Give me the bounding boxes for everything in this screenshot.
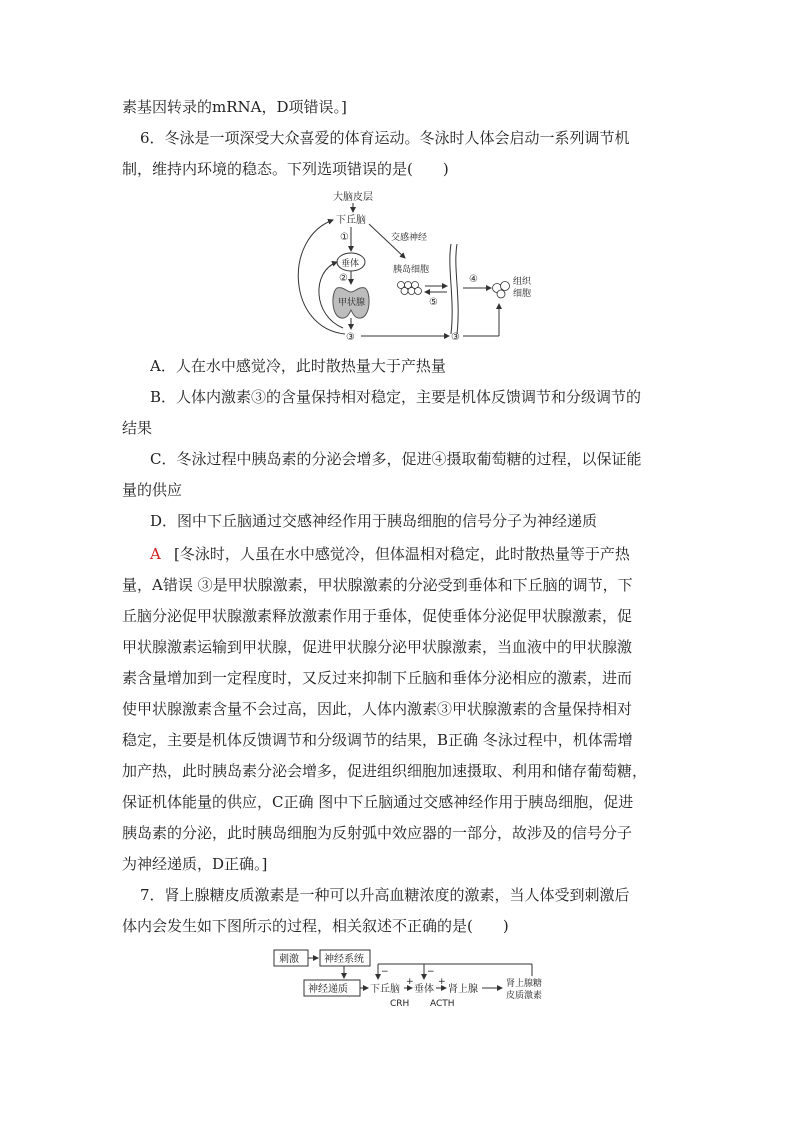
transmitter-label: 神经递质: [308, 984, 348, 995]
q7-hypothalamus-label: 下丘脑: [370, 984, 400, 995]
q7-adrenal-label: 肾上腺: [448, 984, 478, 995]
q6-option-d: D．图中下丘脑通过交感神经作用于胰岛细胞的信号分子为神经递质: [150, 512, 598, 530]
stimulus-label: 刺激: [279, 954, 299, 965]
q6-option-c-line1: C．冬泳过程中胰岛素的分泌会增多，促进④摄取葡萄糖的过程，以保证能: [150, 450, 642, 468]
stimulate-plus-1: +: [406, 977, 414, 987]
crh-label: CRH: [390, 999, 410, 1008]
feedback-minus-2: −: [427, 967, 435, 977]
tissue-label-line1: 组织: [513, 277, 532, 287]
q6-explanation-line1: [冬泳时，人虽在水中感觉冷，但体温相对稳定，此时散热量等于产热: [174, 545, 630, 563]
q6-answer: A: [150, 545, 161, 563]
marker-3b: ③: [451, 332, 460, 343]
pituitary-label: 垂体: [341, 259, 360, 269]
hormone-label-line2: 皮质激素: [506, 991, 543, 1001]
q7-pituitary-label: 垂体: [414, 984, 434, 995]
sympathetic-label: 交感神经: [391, 233, 428, 243]
q7-stem-line1: 7．肾上腺糖皮质激素是一种可以升高血糖浓度的激素，当人体受到刺激后: [140, 886, 630, 904]
q6-option-c-line2: 量的供应: [122, 481, 183, 499]
q6-diagram: [285, 188, 545, 348]
acth-label: ACTH: [430, 999, 455, 1008]
hormone-label-line1: 肾上腺糖: [506, 979, 543, 989]
islet-cells-icon: [398, 282, 422, 295]
stimulate-plus-2: +: [438, 977, 446, 987]
q6-explanation-line10: 胰岛素的分泌，此时胰岛细胞为反射弧中效应器的一部分，故涉及的信号分子: [122, 824, 633, 842]
q6-explanation-line4: 甲状腺激素运输到甲状腺，促进甲状腺分泌甲状腺激素，当血液中的甲状腺激: [122, 638, 633, 656]
q7-stem-line2: 体内会发生如下图所示的过程，相关叙述不正确的是( ): [122, 917, 509, 935]
q6-explanation-line6: 使甲状腺激素含量不会过高，因此，人体内激素③甲状腺激素的含量保持相对: [122, 700, 633, 718]
q6-option-b-line2: 结果: [122, 419, 153, 437]
q6-stem-line2: 制，维持内环境的稳态。下列选项错误的是( ): [122, 160, 449, 178]
marker-5: ⑤: [429, 297, 438, 308]
cortex-label: 大脑皮层: [333, 192, 373, 203]
q6-option-b-line1: B．人体内激素③的含量保持相对稳定，主要是机体反馈调节和分级调节的: [150, 388, 642, 406]
tissue-cells-icon: [493, 282, 510, 299]
q6-explanation-line8: 加产热，此时胰岛素分泌会增多，促进组织细胞加速摄取、利用和储存葡萄糖，: [122, 762, 648, 780]
q6-explanation-line11: 为神经递质，D正确。]: [122, 855, 268, 873]
q6-explanation-line2: 量，A错误 ③是甲状腺激素，甲状腺激素的分泌受到垂体和下丘脑的调节，下: [122, 576, 633, 594]
marker-4: ④: [469, 274, 478, 285]
q6-explanation-line9: 保证机体能量的供应，C正确 图中下丘脑通过交感神经作用于胰岛细胞，促进: [122, 793, 634, 811]
nervous-system-label: 神经系统: [324, 954, 364, 965]
feedback-minus-1: −: [381, 967, 389, 977]
islet-label: 胰岛细胞: [393, 265, 430, 275]
hypothalamus-label: 下丘脑: [336, 215, 366, 226]
q7-diagram: [270, 946, 560, 1008]
q6-stem-line1: 6．冬泳是一项深受大众喜爱的体育运动。冬泳时人体会启动一系列调节机: [140, 129, 630, 147]
q6-explanation-line5: 素含量增加到一定程度时，又反过来抑制下丘脑和垂体分泌相应的激素，进而: [122, 669, 633, 687]
q6-explanation-line7: 稳定，主要是机体反馈调节和分级调节的结果，B正确 冬泳过程中，机体需增: [122, 731, 633, 749]
tissue-label-line2: 细胞: [513, 289, 532, 299]
previous-answer-tail: 素基因转录的mRNA，D项错误。]: [122, 98, 347, 116]
q6-explanation-line3: 丘脑分泌促甲状腺激素释放激素作用于垂体，促使垂体分泌促甲状腺激素，促: [122, 607, 633, 625]
marker-2: ②: [339, 273, 348, 284]
marker-1: ①: [340, 232, 349, 243]
marker-3a: ③: [346, 332, 355, 343]
q6-option-a: A．人在水中感觉冷，此时散热量大于产热量: [150, 357, 446, 375]
thyroid-label: 甲状腺: [338, 298, 366, 308]
